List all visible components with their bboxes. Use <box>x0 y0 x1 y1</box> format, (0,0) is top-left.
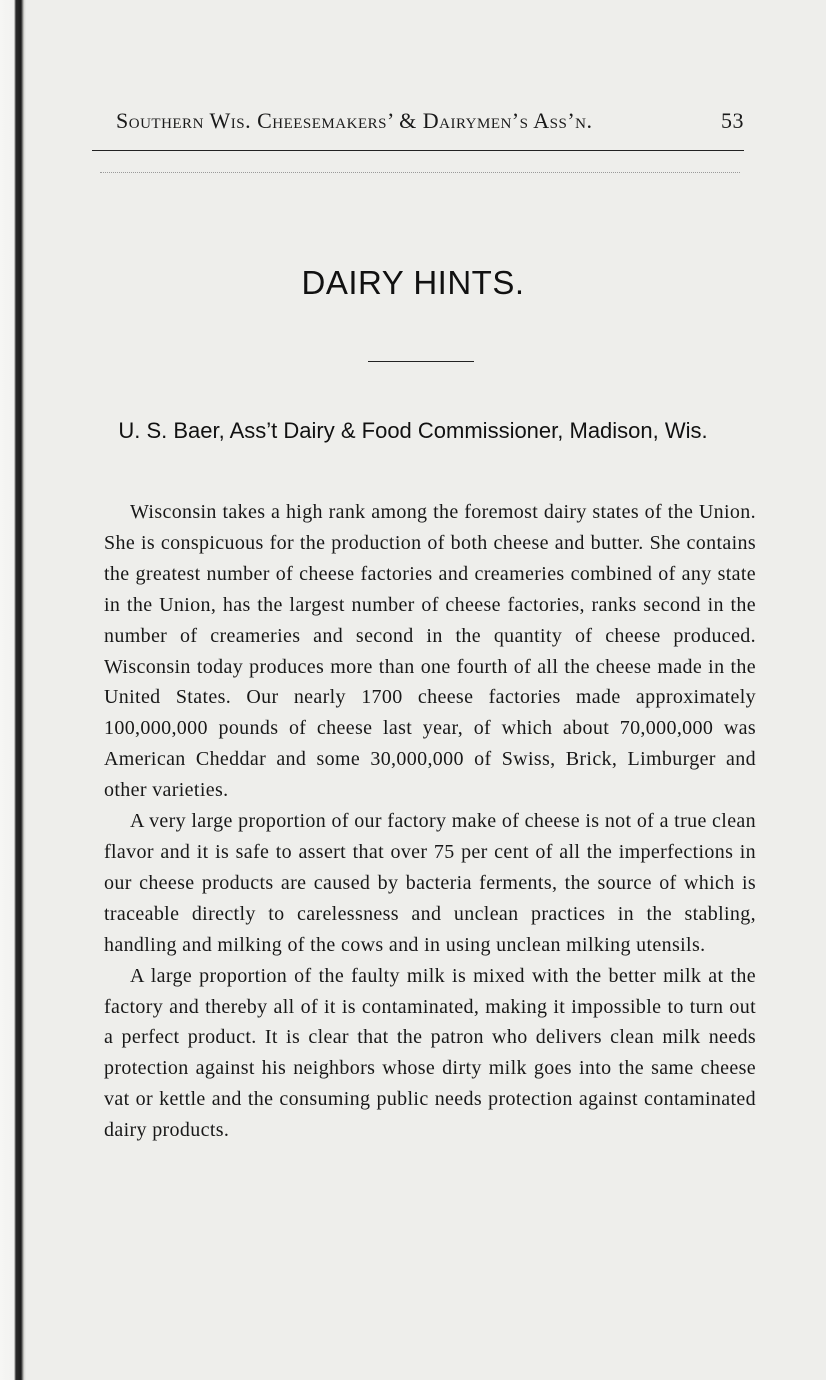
paragraph-2: A very large proportion of our factory make of cheese is not of a true clean flavor and it is safe to assert that over 75 per cent of all the imperfections in our cheese products are caused by bacteria ferments, the source of which is traceable directly to carelessness and unclean practices in the stabling, handling and milking of the cows and in using unclean milking utensils. <box>104 810 756 956</box>
paragraph-3: A large proportion of the faulty milk is mixed with the better milk at the factory and thereby all of it is contaminated, making it impossible to turn out a perfect product. It is clear that the patron who delivers clean milk needs protection against his neighbors whose dirty milk goes into the same cheese vat or kettle and the consuming public needs protection against contaminated dairy products. <box>104 964 756 1142</box>
page-number: 53 <box>721 108 744 133</box>
header-rule-faint <box>100 172 740 173</box>
header-rule <box>92 150 744 151</box>
running-header <box>116 108 744 134</box>
article-byline: U. S. Baer, Ass’t Dairy & Food Commissioner, Madison, Wis. <box>118 418 708 443</box>
book-spine-edge <box>0 0 26 1380</box>
article-body <box>104 497 756 1146</box>
title-rule <box>368 361 474 362</box>
article-title: DAIRY HINTS. <box>301 264 525 301</box>
running-title: Southern Wis. Cheesemakers’ & Dairymen’s Ass’n. <box>116 108 593 133</box>
paragraph-1: Wisconsin takes a high rank among the foremost dairy states of the Union. She is conspicuous for the production of both cheese and butter. She contains the greatest number of cheese factories and creameries combined of any state in the Union, has the largest number of cheese factories, ranks second in the number of creameries and second in the quantity of cheese produced. Wisconsin today produces more than one fourth of all the cheese made in the United States. Our nearly 1700 cheese factories made approximately 100,000,000 pounds of cheese last year, of which about 70,000,000 was American Cheddar and some 30,000,000 of Swiss, Brick, Limburger and other varieties. <box>104 501 756 802</box>
